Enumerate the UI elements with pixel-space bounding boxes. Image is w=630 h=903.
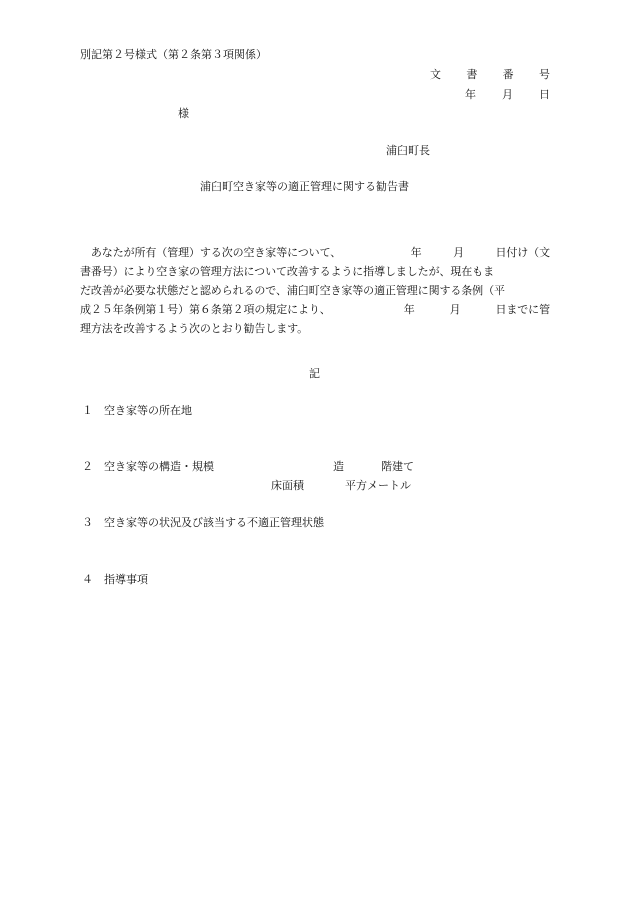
doc-number-char: 文 bbox=[430, 68, 441, 81]
floor-area-label: 床面積 bbox=[271, 479, 304, 492]
date-year: 年 bbox=[465, 88, 476, 101]
document-number-field bbox=[430, 69, 550, 80]
date-day: 日 bbox=[539, 88, 550, 101]
recipient-line: 様 bbox=[178, 107, 189, 120]
ki-heading: 記 bbox=[309, 367, 320, 380]
body-month: 月 bbox=[449, 303, 461, 316]
structure-label: 造 bbox=[333, 460, 344, 473]
body-line: だ改善が必要な状態だと認められるので、浦臼町空き家等の適正管理に関する条例（平 bbox=[80, 284, 505, 297]
issuer-name: 浦臼町長 bbox=[386, 144, 430, 157]
body-line: 書番号）により空き家の管理方法について改善するように指導しましたが、現在もま bbox=[80, 265, 494, 278]
item-number: ４ bbox=[82, 573, 93, 586]
item-label: 空き家等の所在地 bbox=[104, 404, 192, 417]
body-year: 年 bbox=[410, 246, 422, 259]
body-text: 成２５年条例第１号）第６条第２項の規定により、 bbox=[80, 303, 331, 316]
body-line bbox=[80, 300, 550, 319]
body-line bbox=[80, 243, 550, 262]
body-year: 年 bbox=[403, 303, 415, 316]
body-paragraph bbox=[80, 243, 550, 338]
body-text: 日付け（文 bbox=[495, 246, 550, 259]
item-number: ３ bbox=[82, 516, 93, 529]
date-month: 月 bbox=[502, 88, 513, 101]
doc-number-char: 号 bbox=[538, 68, 550, 81]
document-title: 浦臼町空き家等の適正管理に関する勧告書 bbox=[200, 180, 409, 193]
item-number: １ bbox=[82, 404, 93, 417]
doc-number-char: 書 bbox=[466, 68, 478, 81]
item-number: ２ bbox=[82, 460, 93, 473]
item-label: 空き家等の構造・規模 bbox=[104, 460, 214, 473]
floors-label: 階建て bbox=[381, 460, 414, 473]
item-label: 指導事項 bbox=[104, 573, 148, 586]
body-text: 日までに管 bbox=[495, 303, 550, 316]
body-month: 月 bbox=[453, 246, 464, 259]
item-label: 空き家等の状況及び該当する不適正管理状態 bbox=[104, 516, 324, 529]
body-line: 理方法を改善するよう次のとおり勧告します。 bbox=[80, 322, 309, 335]
area-unit-label: 平方メートル bbox=[345, 479, 411, 492]
doc-number-char: 番 bbox=[502, 68, 514, 81]
form-label: 別記第２号様式（第２条第３項関係） bbox=[80, 48, 267, 61]
document-date-field bbox=[465, 89, 550, 100]
body-text: あなたが所有（管理）する次の空き家等について、 bbox=[80, 246, 342, 259]
